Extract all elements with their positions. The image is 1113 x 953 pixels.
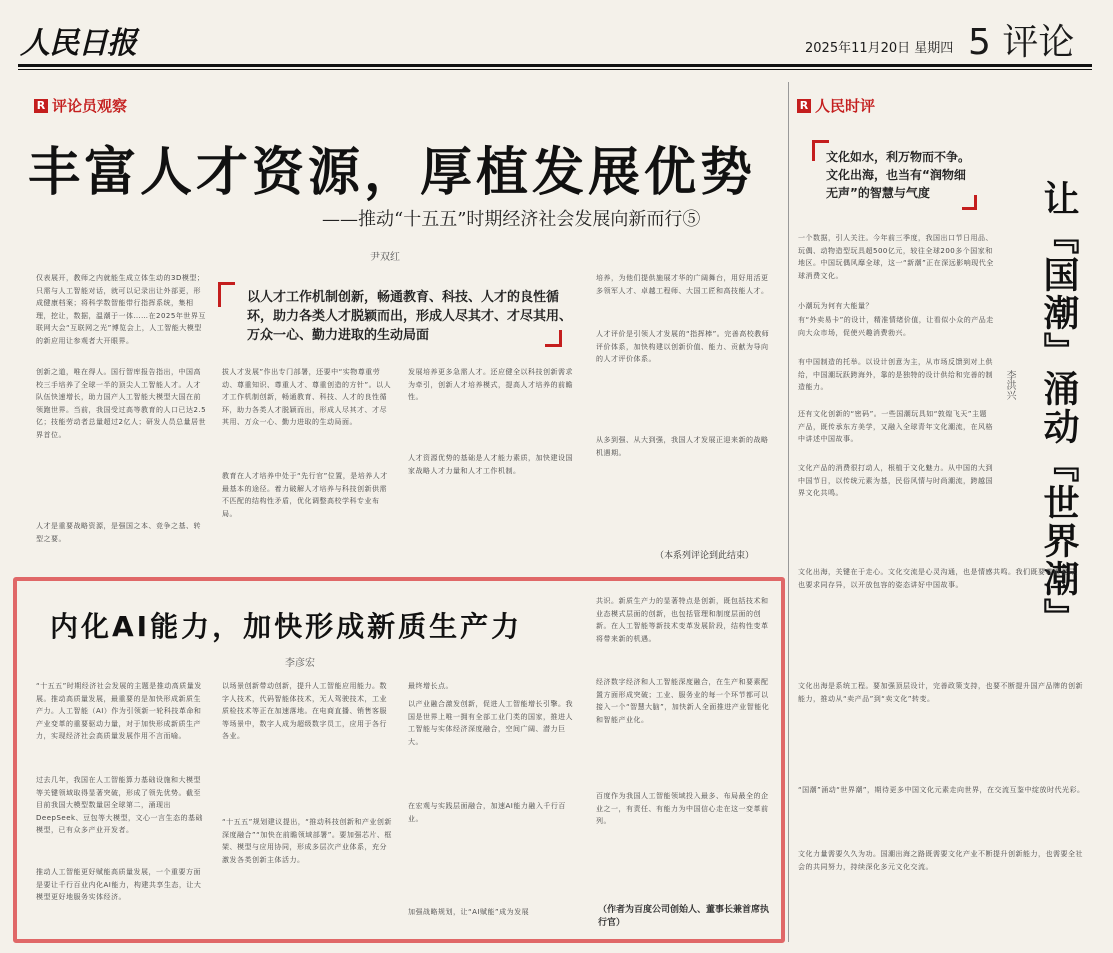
- ai-col-1b: 过去几年，我国在人工智能算力基础设施和大模型等关键领域取得显著突破，形成了领先优势。截至目前我国大模型数量居全球第二，涌现出DeepSeek、豆包等大模型，文心一言生态的基础模型，已有众多产业开发者。: [36, 776, 204, 834]
- right-para-1: 一个数据，引人关注。今年前三季度，我国出口节日用品、玩偶、动物造型玩具超500亿元，较往全球200多个国家和地区。中国玩偶风靡全球，这一“新潮”正在深远影响现代全球消费文化。: [798, 234, 994, 280]
- right-para-2: 小潮玩为何有大能量？: [798, 302, 873, 310]
- r-badge-icon: R: [797, 99, 811, 113]
- section-tag-label: 人民时评: [815, 97, 876, 115]
- section-tag-label: 评论员观察: [52, 97, 128, 115]
- ai-col-2a: 以场景创新带动创新，提升人工智能应用能力。数字人技术，代码智能体技术，无人驾驶技术，工业质检技术等正在加速落地。在电商直播、销售客服等场景中，数字人成为超级数字员工，应用于各行各业。: [222, 682, 387, 740]
- main-byline: 尹双红: [370, 252, 400, 263]
- article-col-4c: 从多到强、从大到强，我国人才发展正迎来新的战略机遇期。: [596, 436, 769, 457]
- ai-col-4a: 共识。新质生产力的显著特点是创新，既包括技术和业态模式层面的创新，也包括管理和制度层面的创新。在人工智能等新技术变革发展阶段，结构性变革将带来新的机遇。: [596, 597, 769, 643]
- right-para-4: 有中国制造的托举。以设计创意为主，从市场反馈到对上供给，中国潮玩跃跨海外，靠的是独特的设计供给和完善的制造能力。: [798, 358, 993, 391]
- ai-article-headline: 内化AI能力，加快形成新质生产力: [50, 610, 523, 643]
- right-pullquote: 文化如水，利万物而不争。文化出海，也当有“润物细无声”的智慧与气度: [826, 150, 971, 200]
- section-tag-people-review: [797, 95, 875, 116]
- right-vertical-headline: 让『国潮』涌动『世界潮』: [1038, 180, 1079, 636]
- right-para-8: 文化出海是系统工程。要加强顶层设计，完善政策支持，也要不断提升国产品牌的创新能力，推动从“卖产品”到“卖文化”转变。: [798, 682, 1083, 703]
- right-para-5: 还有文化创新的“密码”。一些国潮玩具如“敦煌飞天”主题产品，既传承东方美学，又融入全球青年文化潮流，在风格中讲述中国故事。: [798, 410, 993, 443]
- article-col-1a: 仅表展开，教师之内就能生成立体生动的3D模型；只需与人工智能对话，就可以记录出让外部更，形成健康档案；将科学数智能带行指挥系统，集相理，挖让，数据，温潮于一体……在2025年世界互联网大会“互联网之光”博览会上，人工智能大模型的新应用让参观者大开眼界。: [36, 274, 206, 345]
- article-col-3b: 人才资源优势的基础是人才能力素质，加快建设国家战略人才力量和人才工作机制。: [408, 454, 573, 475]
- column-divider: [788, 82, 789, 942]
- ai-col-1a: “十五五”时期经济社会发展的主题是推动高质量发展。推动高质量发展，最重要的是加快形成新质生产力。人工智能（AI）作为引领新一轮科技革命和产业变革的重要驱动力量，对于加快形成新质生产力，实现经济社会高质量发展作用不言而喻。: [36, 682, 202, 740]
- quote-mark-close-icon: [962, 195, 977, 210]
- ai-col-1c: 推动人工智能更好赋能高质量发展，一个重要方面是要让千行百业内化AI能力，构建共享生态，让大模型更好地服务实体经济。: [36, 868, 202, 901]
- section-tag-commentator: [34, 95, 127, 116]
- quote-mark-close-icon: [545, 330, 562, 347]
- ai-article-byline: 李彦宏: [285, 658, 315, 669]
- ai-col-3a: 最终增长点。: [408, 682, 453, 690]
- masthead-rule: [18, 64, 1092, 67]
- main-headline: 丰富人才资源，厚植发展优势: [28, 143, 757, 203]
- article-col-3a: 发展培养更多急需人才。还应健全以科技创新需求为牵引，创新人才培养模式，提高人才培养的前瞻性。: [408, 368, 573, 401]
- r-badge-icon: R: [34, 99, 48, 113]
- page-label: 5 评论: [968, 22, 1075, 63]
- ai-col-3b: 以产业融合激发创新，促进人工智能增长引擎。我国是世界上唯一拥有全部工业门类的国家，推进人工智能与实体经济深度融合，空间广阔、潜力巨大。: [408, 700, 573, 746]
- right-para-10: 文化力量需要久久为功。国潮出海之路既需要文化产业不断提升创新能力，也需要全社会的共同努力，持续深化多元文化交流。: [798, 850, 1083, 871]
- issue-date: 2025年11月20日 星期四: [805, 41, 954, 56]
- article-signoff: （本系列评论到此结束）: [655, 551, 755, 561]
- ai-col-3d: 加强战略规划，让“AI赋能”成为发展: [408, 908, 530, 916]
- right-para-6: 文化产品的消费很打动人，根植于文化魅力。从中国的大到中国节日，以传统元素为基，民俗风情与时尚潮流，跨越国界文化共鸣。: [798, 464, 993, 497]
- right-para-9: “国潮”涌动“世界潮”，期待更多中国文化元素走向世界，在交流互鉴中绽放时代光彩。: [798, 786, 1085, 794]
- main-pullquote: 以人才工作机制创新，畅通教育、科技、人才的良性循环，助力各类人才脱颖而出，形成人尽其才、才尽其用、万众一心、勤力进取的生动局面: [247, 290, 573, 343]
- ai-col-4c: 百度作为我国人工智能领域投入最多、布局最全的企业之一，有责任、有能力为中国信心走在这一变革前列。: [596, 792, 769, 825]
- ai-col-3c: 在宏观与实践层面融合，加速AI能力融入千行百业。: [408, 802, 566, 823]
- article-col-2b: 教育在人才培养中处于“先行官”位置，是培养人才最基本的途径。着力破解人才培养与科技创新供需不匹配的结构性矛盾，优化调整高校学科专业布局。: [222, 472, 388, 518]
- ai-article-signoff: （作者为百度公司创始人、董事长兼首席执行官）: [598, 905, 770, 928]
- right-author: 李洪兴: [1004, 370, 1015, 400]
- article-col-1b: 创新之道，唯在得人。国行智库报告指出，中国高校三手培养了全球一半的顶尖人工智能人才。人才队伍快速增长，助力国产人工智能大模型大国在前领跑世界。当前，我国受过高等教育的人口已达2.5亿；技能劳动者总量超过2亿人；研发人员总量居世界首位。: [36, 368, 207, 439]
- article-col-4a: 培养，为他们提供施展才华的广阔舞台，用好用活更多领军人才、卓越工程师、大国工匠和高技能人才。: [596, 274, 769, 295]
- newspaper-logo: 人民日报: [20, 26, 136, 61]
- main-subhead: ——推动“十五五”时期经济社会发展向新而行⑤: [322, 209, 701, 230]
- ai-col-2b: “十五五”规划建议提出，“推动科技创新和产业创新深度融合”“加快在前瞻领域部署”。要加强芯片、框架、模型与应用协同，形成多层次产业体系，充分激发各类创新主体活力。: [222, 818, 392, 864]
- ai-col-4b: 经济数字经济和人工智能深度融合，在生产和要素配置方面形成突破；工业、服务业的每一个环节都可以接入一个“智慧大脑”，加快新人全面推进产业智能化和智能产业化。: [596, 678, 770, 724]
- right-para-7: 文化出海，关键在于走心。文化交流是心灵沟通，也是情感共鸣。我们既要尊重差异，也要求同存异，以开放包容的姿态讲好中国故事。: [798, 568, 1083, 589]
- right-para-3: 有“外卖易卡”的设计，精准情绪价值，让看似小众的产品走向大众市场，促使兴趣消费勃兴。: [798, 316, 994, 337]
- article-col-2a: 拔人才发展”作出专门部署，还要中“实物尊重劳动、尊重知识、尊重人才、尊重创造的方针”。以人才工作机制创新，畅通教育、科技、人才的良性循环，助力各类人才脱颖而出，形成人尽其才、才尽其用、万众一心、勤力进取的生动局面。: [222, 368, 392, 426]
- masthead-rule-thin: [18, 69, 1092, 70]
- article-col-1c: 人才是重要战略资源，是强国之本、竞争之基、转型之要。: [36, 522, 201, 543]
- article-col-4b: 人才评价是引领人才发展的“指挥棒”。完善高校教师评价体系，加快构建以创新价值、能力、贡献为导向的人才评价体系。: [596, 330, 770, 363]
